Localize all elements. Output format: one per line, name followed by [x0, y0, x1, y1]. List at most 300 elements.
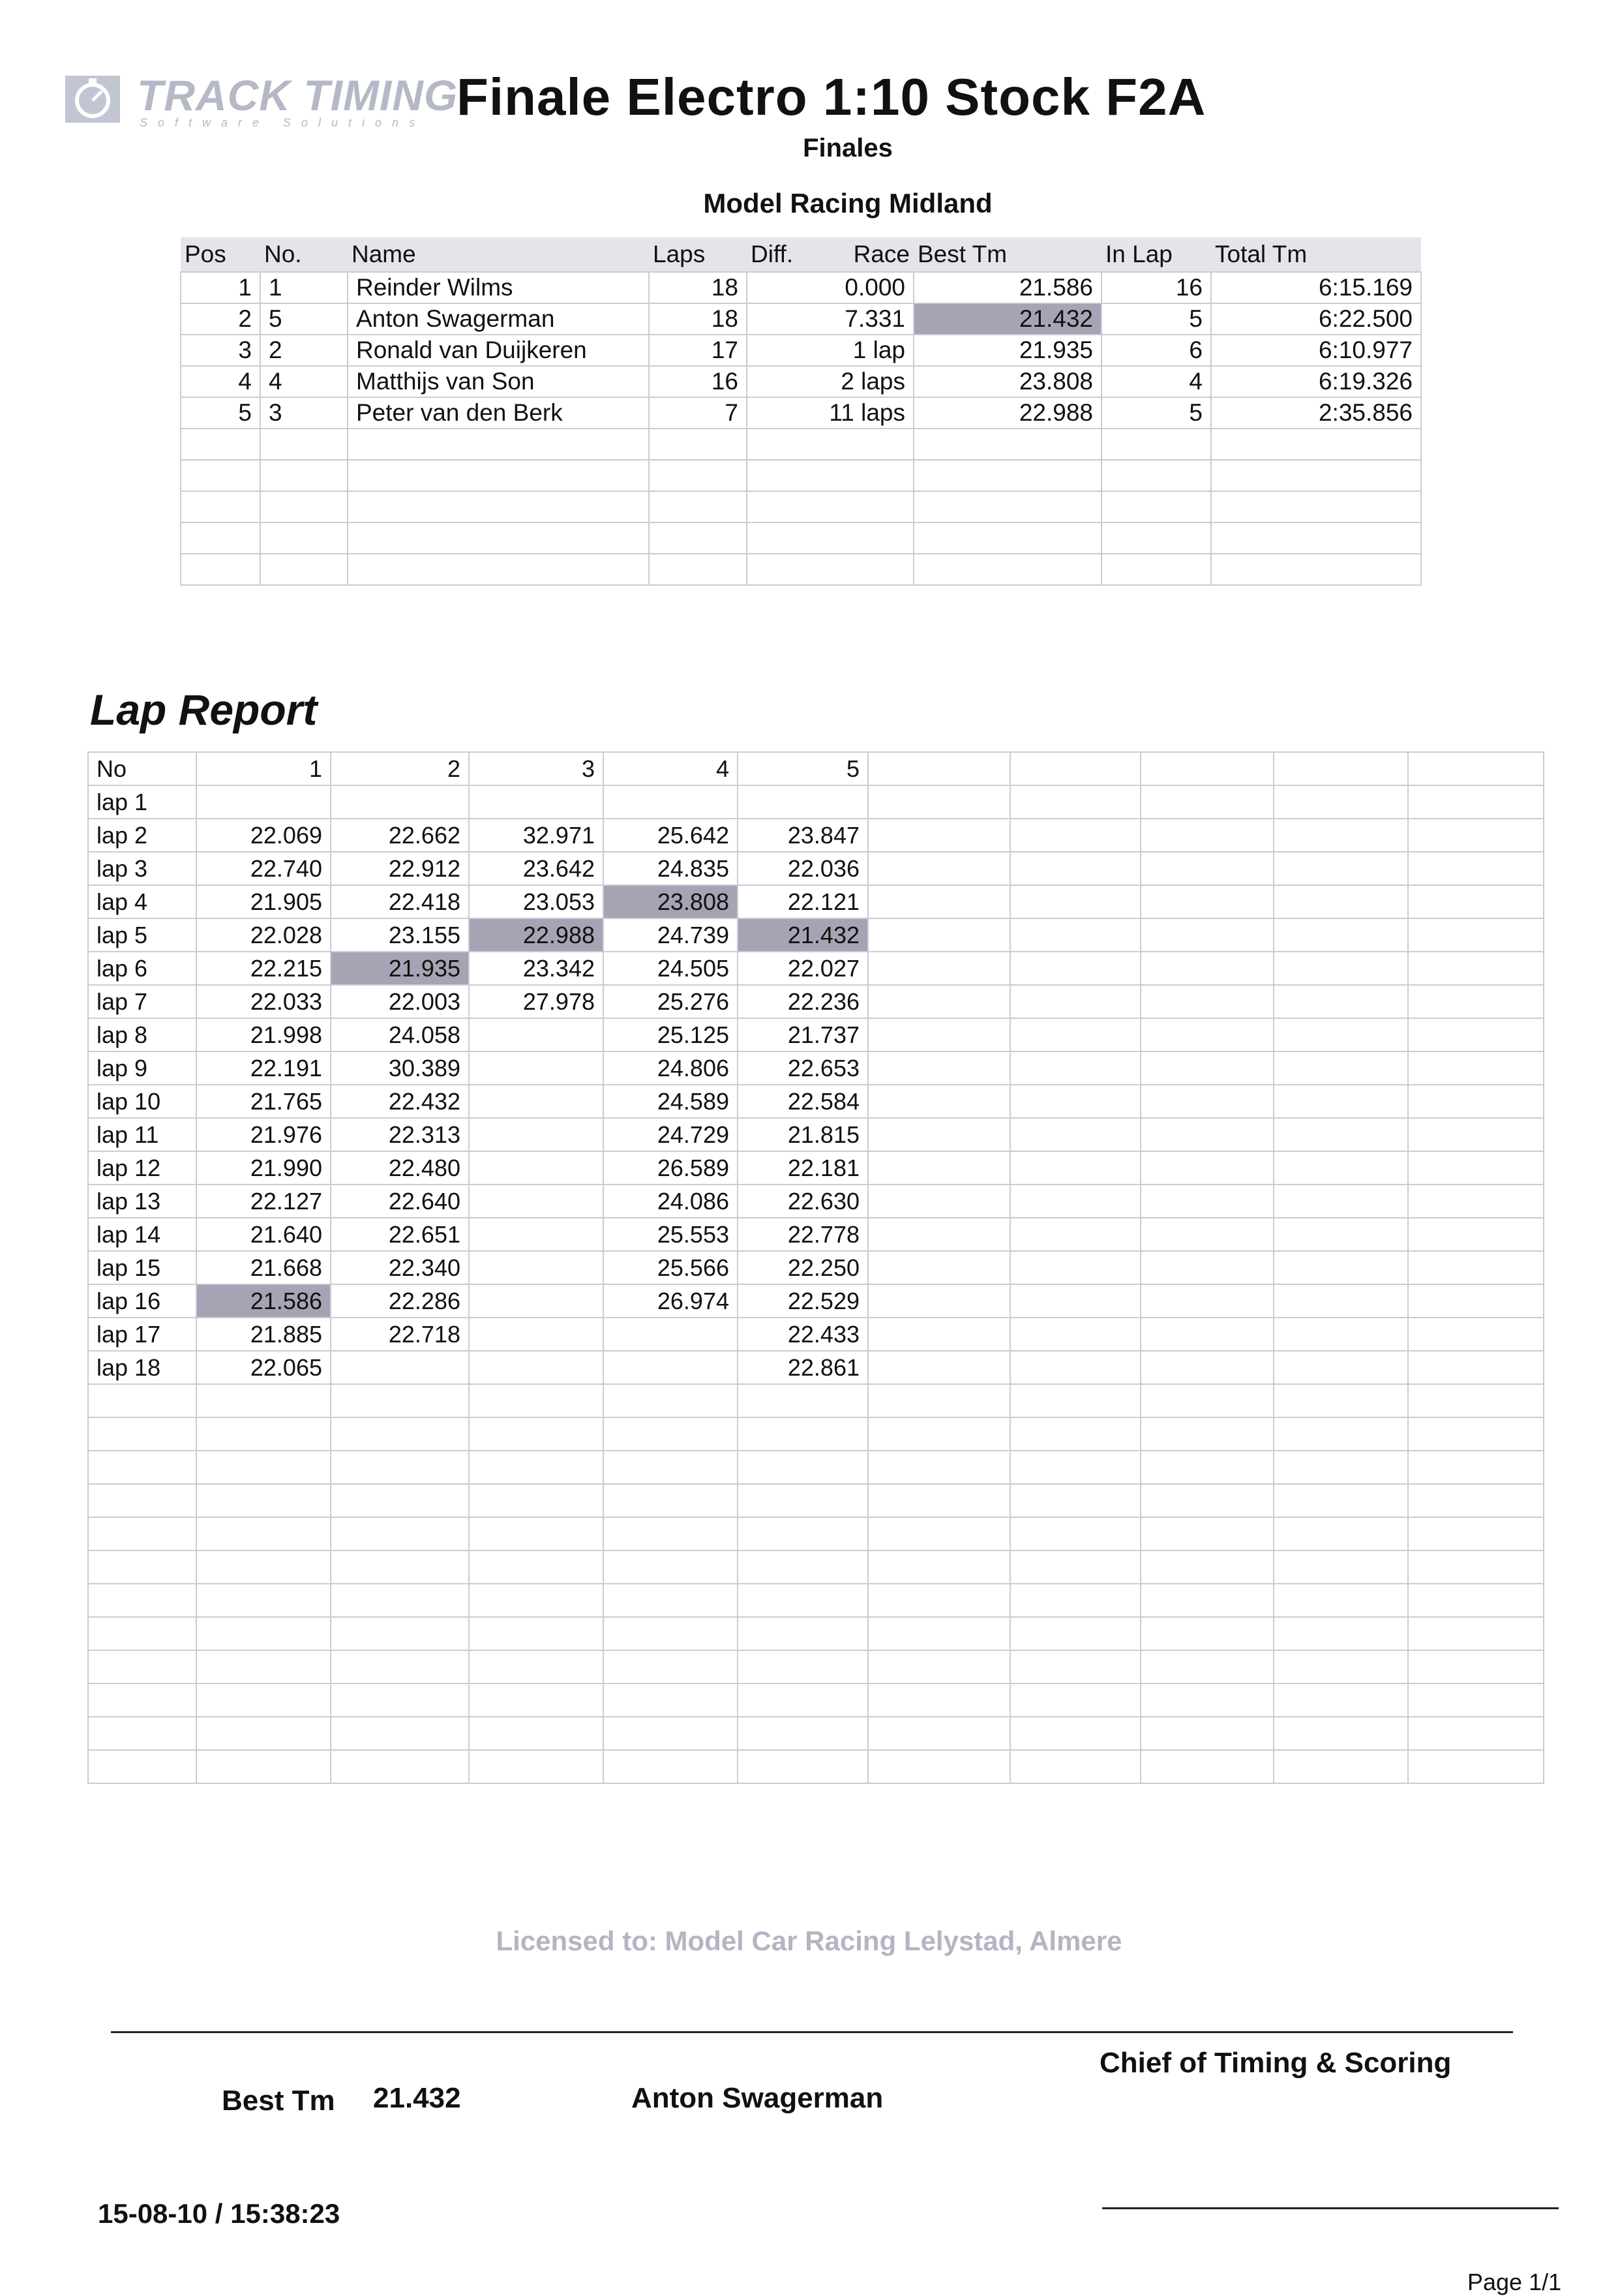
lap-time-cell: 24.806 — [603, 1051, 738, 1085]
signature-line — [1102, 2207, 1559, 2209]
driver-name-cell: Reinder Wilms — [348, 272, 649, 303]
empty-cell — [1141, 819, 1274, 852]
empty-cell — [1408, 852, 1544, 885]
column-header: No. — [260, 237, 348, 272]
lap-row — [88, 1351, 1544, 1384]
empty-cell — [1274, 1151, 1408, 1185]
empty-cell — [603, 1584, 738, 1617]
lap-time-cell — [469, 1151, 603, 1185]
empty-cell — [868, 1384, 1010, 1417]
empty-cell — [1141, 1185, 1274, 1218]
laps-cell: 7 — [649, 397, 747, 429]
race-diff-cell: 1 lap — [747, 335, 914, 366]
empty-cell — [331, 1384, 469, 1417]
print-datetime: 15-08-10 / 15:38:23 — [98, 2198, 340, 2229]
lap-time-cell: 22.181 — [738, 1151, 868, 1185]
empty-cell — [88, 1584, 196, 1617]
empty-cell — [868, 1584, 1010, 1617]
empty-cell — [331, 1650, 469, 1684]
empty-cell — [88, 1717, 196, 1750]
empty-cell — [331, 1517, 469, 1550]
lap-time-cell — [331, 1351, 469, 1384]
lap-time-cell — [603, 1318, 738, 1351]
empty-cell — [196, 1750, 331, 1783]
empty-cell — [1141, 1284, 1274, 1318]
empty-cell — [1010, 1750, 1141, 1783]
empty-cell — [868, 1517, 1010, 1550]
lap-time-cell: 22.651 — [331, 1218, 469, 1251]
lap-row — [88, 852, 1544, 885]
empty-cell — [738, 1617, 868, 1650]
empty-cell — [1274, 985, 1408, 1018]
empty-cell — [469, 1650, 603, 1684]
lap-time-cell: 24.835 — [603, 852, 738, 885]
empty-cell — [1010, 1151, 1141, 1185]
empty-cell — [469, 1550, 603, 1584]
empty-cell — [868, 1284, 1010, 1318]
empty-cell — [649, 554, 747, 585]
empty-cell — [868, 785, 1010, 819]
empty-cell — [1274, 819, 1408, 852]
empty-cell — [1141, 1617, 1274, 1650]
empty-cell — [649, 460, 747, 491]
car-number-cell: 5 — [260, 303, 348, 335]
lap-row — [88, 885, 1544, 918]
lap-time-cell: 24.589 — [603, 1085, 738, 1118]
empty-cell — [1141, 1118, 1274, 1151]
lap-label: lap 7 — [88, 985, 196, 1018]
results-table — [180, 237, 1422, 586]
empty-cell — [738, 1451, 868, 1484]
license-notice: Licensed to: Model Car Racing Lelystad, Almere — [496, 1926, 1122, 1956]
empty-cell — [738, 1517, 868, 1550]
empty-cell — [88, 1517, 196, 1550]
lap-label: lap 11 — [88, 1118, 196, 1151]
empty-cell — [1274, 852, 1408, 885]
lap-time-cell: 22.778 — [738, 1218, 868, 1251]
empty-cell — [331, 1484, 469, 1517]
empty-cell — [868, 1151, 1010, 1185]
empty-cell — [1274, 1051, 1408, 1085]
empty-cell — [1274, 1517, 1408, 1550]
empty-cell — [1101, 429, 1211, 460]
empty-cell — [1274, 1318, 1408, 1351]
car-number-header: 5 — [738, 752, 868, 785]
empty-cell — [181, 554, 260, 585]
empty-cell — [331, 1617, 469, 1650]
lap-time-cell — [469, 1185, 603, 1218]
lap-row — [88, 1085, 1544, 1118]
results-empty-row — [181, 554, 1421, 585]
lap-report-body — [88, 752, 1544, 1783]
empty-cell — [1274, 918, 1408, 952]
lap-time-cell: 22.215 — [196, 952, 331, 985]
lap-label: lap 6 — [88, 952, 196, 985]
empty-cell — [1141, 1085, 1274, 1118]
empty-cell — [260, 491, 348, 522]
lap-report-title: Lap Report — [90, 686, 318, 734]
lap-empty-row — [88, 1550, 1544, 1584]
empty-cell — [1408, 1451, 1544, 1484]
results-row — [181, 397, 1421, 429]
empty-cell — [1141, 1451, 1274, 1484]
empty-cell — [1141, 785, 1274, 819]
empty-cell — [738, 1684, 868, 1717]
lap-row — [88, 785, 1544, 819]
empty-cell — [181, 522, 260, 554]
empty-cell — [1408, 1384, 1544, 1417]
lap-time-cell: 22.912 — [331, 852, 469, 885]
lap-time-cell: 24.505 — [603, 952, 738, 985]
lap-row — [88, 985, 1544, 1018]
empty-cell — [1408, 1417, 1544, 1451]
empty-cell — [1274, 1617, 1408, 1650]
results-row — [181, 303, 1421, 335]
empty-cell — [1010, 1484, 1141, 1517]
empty-cell — [1010, 1351, 1141, 1384]
page-number: Page 1/1 — [1467, 2269, 1562, 2295]
empty-cell — [1010, 1118, 1141, 1151]
empty-cell — [914, 491, 1101, 522]
empty-cell — [348, 522, 649, 554]
column-header: Total Tm — [1211, 237, 1421, 272]
lap-label: lap 18 — [88, 1351, 196, 1384]
lap-time-cell: 22.640 — [331, 1185, 469, 1218]
laps-cell: 18 — [649, 303, 747, 335]
empty-cell — [331, 1417, 469, 1451]
lap-time-cell: 22.121 — [738, 885, 868, 918]
empty-cell — [1010, 1584, 1141, 1617]
empty-cell — [914, 554, 1101, 585]
empty-cell — [1010, 1451, 1141, 1484]
car-number-cell: 2 — [260, 335, 348, 366]
empty-cell — [196, 1584, 331, 1617]
lap-time-cell — [738, 785, 868, 819]
lap-time-cell: 22.740 — [196, 852, 331, 885]
lap-time-cell: 22.250 — [738, 1251, 868, 1284]
lap-empty-row — [88, 1584, 1544, 1617]
lap-time-cell — [196, 785, 331, 819]
empty-cell — [469, 1484, 603, 1517]
venue-name: Model Racing Midland — [703, 188, 993, 219]
empty-cell — [1408, 1218, 1544, 1251]
lap-label: lap 16 — [88, 1284, 196, 1318]
empty-cell — [868, 752, 1010, 785]
page-title: Finale Electro 1:10 Stock F2A — [457, 68, 1206, 126]
empty-cell — [1408, 1185, 1544, 1218]
lap-time-cell — [469, 785, 603, 819]
lap-label: lap 5 — [88, 918, 196, 952]
empty-cell — [1274, 1417, 1408, 1451]
chief-of-timing-label: Chief of Timing & Scoring — [1100, 2047, 1452, 2079]
empty-cell — [1408, 1284, 1544, 1318]
lap-time-cell: 22.662 — [331, 819, 469, 852]
empty-cell — [1274, 1185, 1408, 1218]
empty-cell — [260, 522, 348, 554]
lap-label: lap 2 — [88, 819, 196, 852]
empty-cell — [868, 1051, 1010, 1085]
lap-label: lap 12 — [88, 1151, 196, 1185]
empty-cell — [1141, 1717, 1274, 1750]
empty-cell — [88, 1484, 196, 1517]
empty-cell — [331, 1717, 469, 1750]
lap-row — [88, 952, 1544, 985]
lap-time-cell: 21.640 — [196, 1218, 331, 1251]
empty-cell — [196, 1517, 331, 1550]
lap-time-cell: 24.739 — [603, 918, 738, 952]
driver-name-cell: Matthijs van Son — [348, 366, 649, 397]
empty-cell — [868, 852, 1010, 885]
lap-empty-row — [88, 1417, 1544, 1451]
empty-cell — [603, 1617, 738, 1650]
empty-cell — [1010, 1218, 1141, 1251]
total-time-cell: 6:22.500 — [1211, 303, 1421, 335]
empty-cell — [603, 1517, 738, 1550]
lap-row — [88, 1284, 1544, 1318]
results-row — [181, 335, 1421, 366]
empty-cell — [1408, 1550, 1544, 1584]
total-time-cell: 6:19.326 — [1211, 366, 1421, 397]
empty-cell — [1141, 1650, 1274, 1684]
empty-cell — [1010, 885, 1141, 918]
empty-cell — [196, 1417, 331, 1451]
best-time-cell: 21.432 — [914, 303, 1101, 335]
position-cell: 2 — [181, 303, 260, 335]
empty-cell — [603, 1550, 738, 1584]
lap-time-cell: 24.729 — [603, 1118, 738, 1151]
empty-cell — [1141, 1584, 1274, 1617]
empty-cell — [1010, 1684, 1141, 1717]
lap-time-cell: 21.765 — [196, 1085, 331, 1118]
lap-time-cell: 22.033 — [196, 985, 331, 1018]
lap-empty-row — [88, 1650, 1544, 1684]
empty-cell — [196, 1650, 331, 1684]
empty-cell — [914, 522, 1101, 554]
empty-cell — [260, 554, 348, 585]
empty-cell — [603, 1451, 738, 1484]
empty-cell — [649, 522, 747, 554]
empty-cell — [469, 1417, 603, 1451]
empty-cell — [1010, 985, 1141, 1018]
empty-cell — [1408, 952, 1544, 985]
lap-time-cell: 21.432 — [738, 918, 868, 952]
race-diff-cell: 0.000 — [747, 272, 914, 303]
empty-cell — [88, 1650, 196, 1684]
column-header: Laps — [649, 237, 747, 272]
lap-label: lap 8 — [88, 1018, 196, 1051]
empty-cell — [868, 952, 1010, 985]
lap-row — [88, 1051, 1544, 1085]
empty-cell — [868, 1118, 1010, 1151]
lap-time-cell: 23.808 — [603, 885, 738, 918]
lap-time-cell: 32.971 — [469, 819, 603, 852]
empty-cell — [1141, 752, 1274, 785]
lap-row — [88, 1118, 1544, 1151]
empty-cell — [1408, 1717, 1544, 1750]
lap-time-cell — [469, 1018, 603, 1051]
empty-cell — [88, 1417, 196, 1451]
empty-cell — [868, 819, 1010, 852]
empty-cell — [1010, 1085, 1141, 1118]
lap-empty-row — [88, 1750, 1544, 1783]
lap-report-table — [87, 751, 1544, 1784]
empty-cell — [469, 1451, 603, 1484]
empty-cell — [469, 1617, 603, 1650]
lap-time-cell: 23.642 — [469, 852, 603, 885]
empty-cell — [196, 1451, 331, 1484]
empty-cell — [1274, 1018, 1408, 1051]
lap-empty-row — [88, 1684, 1544, 1717]
empty-cell — [1274, 1451, 1408, 1484]
lap-time-cell: 22.065 — [196, 1351, 331, 1384]
lap-time-cell: 25.566 — [603, 1251, 738, 1284]
empty-cell — [747, 460, 914, 491]
lap-time-cell: 22.313 — [331, 1118, 469, 1151]
lap-empty-row — [88, 1517, 1544, 1550]
empty-cell — [738, 1484, 868, 1517]
lap-time-cell: 24.058 — [331, 1018, 469, 1051]
empty-cell — [603, 1650, 738, 1684]
empty-cell — [1141, 1318, 1274, 1351]
empty-cell — [88, 1617, 196, 1650]
empty-cell — [738, 1417, 868, 1451]
lap-row — [88, 1251, 1544, 1284]
empty-cell — [469, 1717, 603, 1750]
column-header: Name — [348, 237, 649, 272]
lap-time-cell: 21.990 — [196, 1151, 331, 1185]
empty-cell — [1211, 522, 1421, 554]
empty-cell — [1408, 1018, 1544, 1051]
best-time-cell: 21.586 — [914, 272, 1101, 303]
lap-time-cell: 21.885 — [196, 1318, 331, 1351]
lap-label: lap 10 — [88, 1085, 196, 1118]
lap-time-cell: 26.974 — [603, 1284, 738, 1318]
empty-cell — [1274, 1684, 1408, 1717]
empty-cell — [1274, 952, 1408, 985]
empty-cell — [331, 1750, 469, 1783]
laps-cell: 18 — [649, 272, 747, 303]
race-diff-cell: 7.331 — [747, 303, 914, 335]
empty-cell — [1274, 1251, 1408, 1284]
lap-time-cell — [331, 785, 469, 819]
best-time-cell: 21.935 — [914, 335, 1101, 366]
empty-cell — [1141, 852, 1274, 885]
empty-cell — [868, 1351, 1010, 1384]
empty-cell — [196, 1684, 331, 1717]
lap-label: lap 15 — [88, 1251, 196, 1284]
laps-cell: 17 — [649, 335, 747, 366]
position-cell: 5 — [181, 397, 260, 429]
empty-cell — [1408, 918, 1544, 952]
empty-cell — [868, 1717, 1010, 1750]
column-header: Diff. — [747, 237, 820, 272]
empty-cell — [1408, 1151, 1544, 1185]
car-number-header: 2 — [331, 752, 469, 785]
best-time-value: 21.432 — [373, 2082, 461, 2114]
empty-cell — [348, 429, 649, 460]
footer-divider — [111, 2031, 1513, 2033]
empty-cell — [1274, 785, 1408, 819]
empty-cell — [1141, 1684, 1274, 1717]
in-lap-cell: 4 — [1101, 366, 1211, 397]
lap-row — [88, 1151, 1544, 1185]
lap-time-cell: 22.718 — [331, 1318, 469, 1351]
empty-cell — [738, 1650, 868, 1684]
empty-cell — [1010, 1185, 1141, 1218]
empty-cell — [1408, 1650, 1544, 1684]
lap-time-cell: 22.027 — [738, 952, 868, 985]
lap-time-cell: 22.127 — [196, 1185, 331, 1218]
empty-cell — [868, 1251, 1010, 1284]
empty-cell — [1101, 522, 1211, 554]
empty-cell — [469, 1684, 603, 1717]
empty-cell — [469, 1517, 603, 1550]
in-lap-cell: 6 — [1101, 335, 1211, 366]
lap-time-cell — [469, 1318, 603, 1351]
lap-time-cell: 22.069 — [196, 819, 331, 852]
empty-cell — [1141, 885, 1274, 918]
empty-cell — [1408, 1051, 1544, 1085]
in-lap-cell: 5 — [1101, 303, 1211, 335]
empty-cell — [88, 1684, 196, 1717]
empty-cell — [1141, 1384, 1274, 1417]
empty-cell — [1274, 1550, 1408, 1584]
empty-cell — [196, 1617, 331, 1650]
empty-cell — [738, 1550, 868, 1584]
empty-cell — [1010, 1517, 1141, 1550]
empty-cell — [260, 460, 348, 491]
empty-cell — [1010, 918, 1141, 952]
empty-cell — [1141, 1051, 1274, 1085]
lap-time-cell: 25.276 — [603, 985, 738, 1018]
lap-time-cell: 22.340 — [331, 1251, 469, 1284]
empty-cell — [1408, 819, 1544, 852]
empty-cell — [649, 491, 747, 522]
lap-empty-row — [88, 1617, 1544, 1650]
lap-time-cell — [603, 785, 738, 819]
empty-cell — [738, 1750, 868, 1783]
driver-name-cell: Ronald van Duijkeren — [348, 335, 649, 366]
lap-time-cell: 23.847 — [738, 819, 868, 852]
empty-cell — [738, 1384, 868, 1417]
empty-cell — [1211, 554, 1421, 585]
empty-cell — [1010, 1018, 1141, 1051]
empty-cell — [1010, 1417, 1141, 1451]
results-empty-row — [181, 429, 1421, 460]
column-header: In Lap — [1101, 237, 1211, 272]
empty-cell — [1408, 885, 1544, 918]
empty-cell — [1101, 554, 1211, 585]
empty-cell — [469, 1750, 603, 1783]
column-header: Pos — [181, 237, 260, 272]
lap-time-cell: 23.155 — [331, 918, 469, 952]
lap-label: lap 14 — [88, 1218, 196, 1251]
best-time-cell: 22.988 — [914, 397, 1101, 429]
empty-cell — [1211, 460, 1421, 491]
empty-cell — [1010, 952, 1141, 985]
empty-cell — [738, 1584, 868, 1617]
lap-time-cell: 21.668 — [196, 1251, 331, 1284]
empty-cell — [747, 491, 914, 522]
empty-cell — [1141, 1750, 1274, 1783]
empty-cell — [196, 1550, 331, 1584]
empty-cell — [1141, 1218, 1274, 1251]
empty-cell — [1274, 1218, 1408, 1251]
empty-cell — [1274, 1750, 1408, 1783]
empty-cell — [868, 1417, 1010, 1451]
position-cell: 4 — [181, 366, 260, 397]
column-header: Best Tm — [914, 237, 1101, 272]
